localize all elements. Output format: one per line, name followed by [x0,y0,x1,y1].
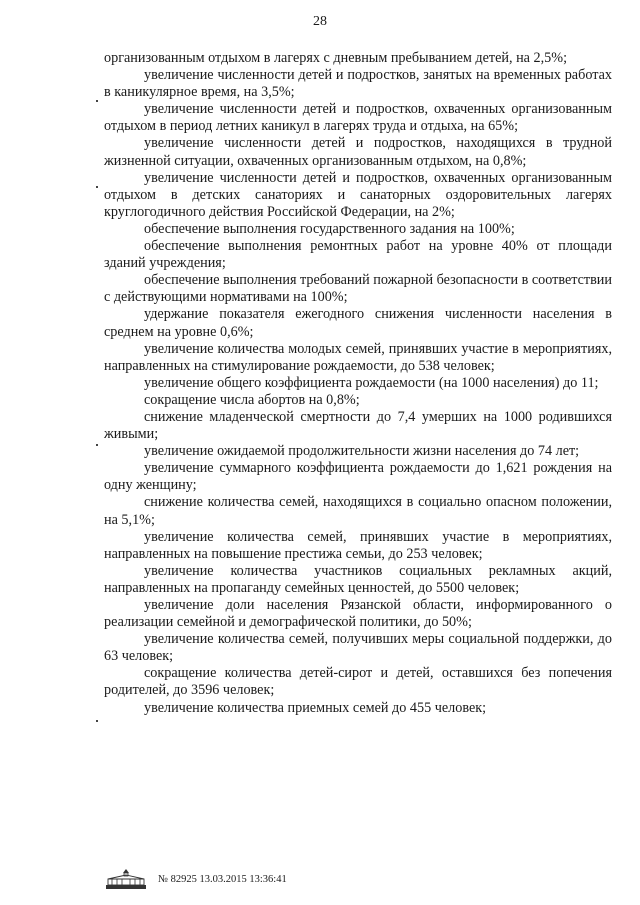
paragraph: увеличение количества приемных семей до 455 человек; [144,699,487,716]
registration-stamp: № 82925 13.03.2015 13:36:41 [158,873,287,885]
paragraph: увеличение количества участников социальных рекламных акций, направленных на пропаганду семейных ценностей, до 5500 человек; [104,562,612,596]
scan-artifact [96,444,98,446]
paragraph: увеличение общего коэффициента рождаемости (на 1000 населения) до 11; [144,374,599,391]
scan-artifact [96,186,98,188]
paragraph: сокращение количества детей-сирот и детей, оставшихся без попечения родителей, до 3596 человек; [104,665,612,699]
paragraph: увеличение численности детей и подростков, охваченных организованным отдыхом в детских санаториях и санаторных оздоровительных лагерях круглогодичного действия Российской Федерации, на 2%; [104,169,612,220]
government-building-icon [104,868,148,890]
paragraph: увеличение количества семей, принявших участие в мероприятиях, направленных на повышение престижа семьи, до 253 человек; [104,528,612,562]
page-number: 28 [313,14,327,29]
footer-stamp [104,868,287,890]
paragraph: увеличение численности детей и подростков, занятых на временных работах в каникулярное время, на 3,5%; [104,67,612,101]
paragraph: увеличение доли населения Рязанской области, информированного о реализации семейной и демографической политики, до 50%; [104,597,612,631]
paragraph: обеспечение выполнения государственного задания на 100%; [144,220,515,237]
paragraph: увеличение численности детей и подростков, находящихся в трудной жизненной ситуации, охваченных организованным отдыхом, на 0,8%; [104,135,612,169]
scan-artifact [96,720,98,722]
paragraph: снижение младенческой смертности до 7,4 умерших на 1000 родившихся живыми; [104,408,612,443]
paragraph: увеличение количества семей, получивших меры социальной поддержки, до 63 человек; [104,631,612,665]
paragraph: увеличение количества молодых семей, принявших участие в мероприятиях, направленных на стимулирование рождаемости, до 538 человек; [104,340,612,374]
paragraph: обеспечение выполнения требований пожарной безопасности в соответствии с действующими нормативами на 100%; [104,272,612,306]
paragraph: увеличение численности детей и подростков, охваченных организованным отдыхом в период летних каникул в лагерях труда и отдыха, на 65%; [104,101,612,135]
paragraph: удержание показателя ежегодного снижения численности населения в среднем на уровне 0,6%; [104,306,612,340]
scan-artifact [96,100,98,102]
paragraph: обеспечение выполнения ремонтных работ на уровне 40% от площади зданий учреждения; [104,238,612,272]
document-body [104,50,612,717]
paragraph: увеличение ожидаемой продолжительности жизни населения до 74 лет; [144,443,580,460]
paragraph: снижение количества семей, находящихся в социально опасном положении, на 5,1%; [104,494,612,528]
paragraph: сокращение числа абортов на 0,8%; [144,391,360,408]
paragraph: увеличение суммарного коэффициента рождаемости до 1,621 рождения на одну женщину; [104,460,612,494]
paragraph: организованным отдыхом в лагерях с дневным пребыванием детей, на 2,5%; [104,50,568,66]
